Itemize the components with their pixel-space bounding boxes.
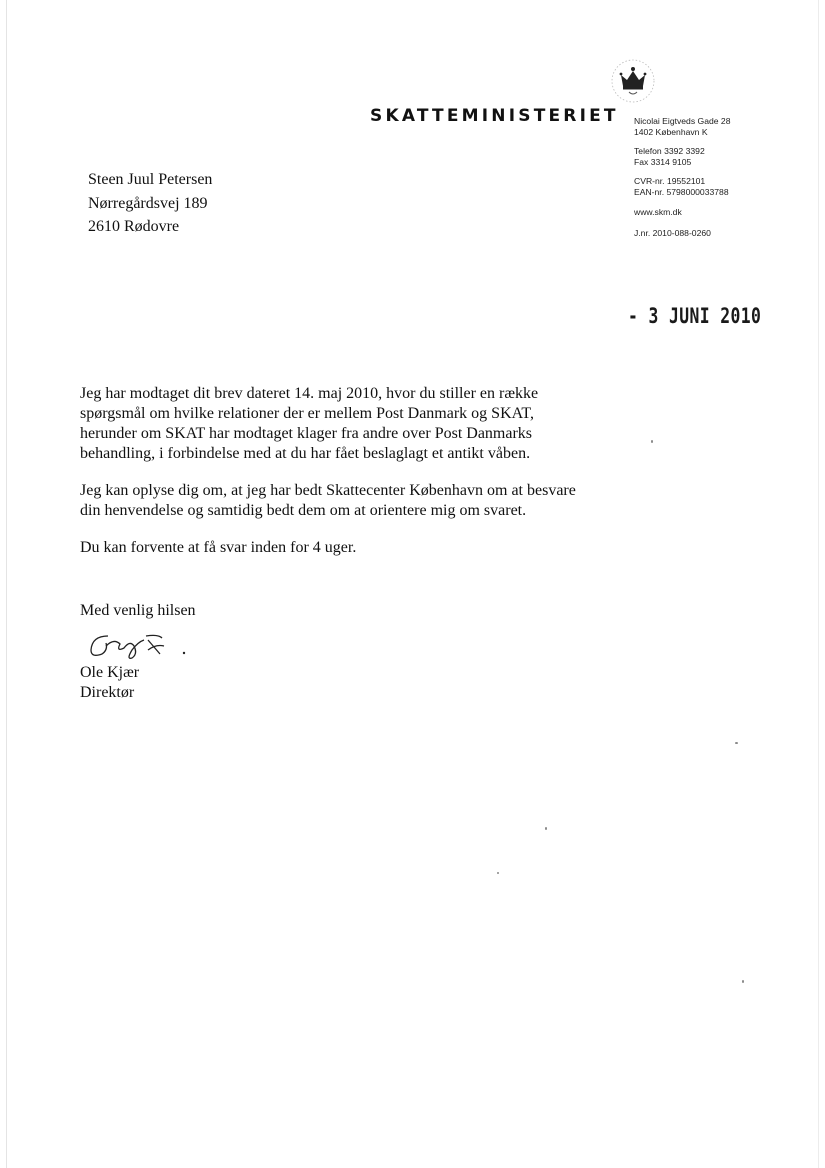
sender-street: Nicolai Eigtveds Gade 28 — [634, 116, 731, 126]
paragraph-1 — [80, 384, 640, 464]
letter-body — [80, 384, 640, 575]
sender-phone: Telefon 3392 3392 — [634, 146, 705, 156]
recipient-name: Steen Juul Petersen — [88, 171, 213, 188]
paragraph-line: Du kan forvente at få svar inden for 4 uger. — [80, 539, 357, 556]
scan-speck — [545, 827, 547, 830]
organization-name: SKATTEMINISTERIET — [370, 106, 619, 126]
paragraph-2 — [80, 481, 640, 521]
scan-speck — [651, 440, 653, 443]
scan-speck — [735, 742, 738, 744]
signer-title: Direktør — [80, 684, 135, 701]
sender-fax: Fax 3314 9105 — [634, 156, 692, 167]
signer-name: Ole Kjær — [80, 664, 140, 681]
sender-city: 1402 København K — [634, 126, 708, 137]
recipient-street: Nørregårdsvej 189 — [88, 194, 208, 212]
handwritten-signature-icon — [86, 626, 196, 666]
sender-web: www.skm.dk — [634, 207, 682, 217]
recipient-city: 2610 Rødovre — [88, 218, 180, 235]
signer — [80, 663, 139, 703]
sender-info — [634, 116, 731, 238]
paragraph-line: Jeg har modtaget dit brev dateret 14. maj 2010, hvor du stiller en række — [80, 385, 539, 402]
paragraph-line: Jeg kan oplyse dig om, at jeg har bedt Skattecenter København om at besvare — [80, 482, 576, 499]
paragraph-3 — [80, 538, 640, 558]
sender-ean: EAN-nr. 5798000033788 — [634, 186, 729, 197]
scan-edge-left — [6, 0, 7, 1168]
paragraph-line: herunder om SKAT har modtaget klager fra andre over Post Danmarks — [80, 425, 533, 442]
closing-phrase: Med venlig hilsen — [80, 602, 196, 619]
scan-speck — [742, 980, 744, 983]
recipient-address — [88, 168, 212, 239]
paragraph-line: behandling, i forbindelse med at du har fået beslaglagt et antikt våben. — [80, 445, 531, 462]
royal-crown-crest-icon — [608, 56, 658, 106]
journal-number: J.nr. 2010-088-0260 — [634, 227, 711, 238]
scan-edge-right — [818, 0, 819, 1168]
paragraph-line: spørgsmål om hvilke relationer der er mellem Post Danmark og SKAT, — [80, 405, 534, 422]
date-stamp: - 3 JUNI 2010 — [628, 304, 762, 328]
scan-speck — [497, 872, 499, 874]
paragraph-line: din henvendelse og samtidig bedt dem om at orientere mig om svaret. — [80, 502, 527, 519]
sender-cvr: CVR-nr. 19552101 — [634, 176, 706, 186]
